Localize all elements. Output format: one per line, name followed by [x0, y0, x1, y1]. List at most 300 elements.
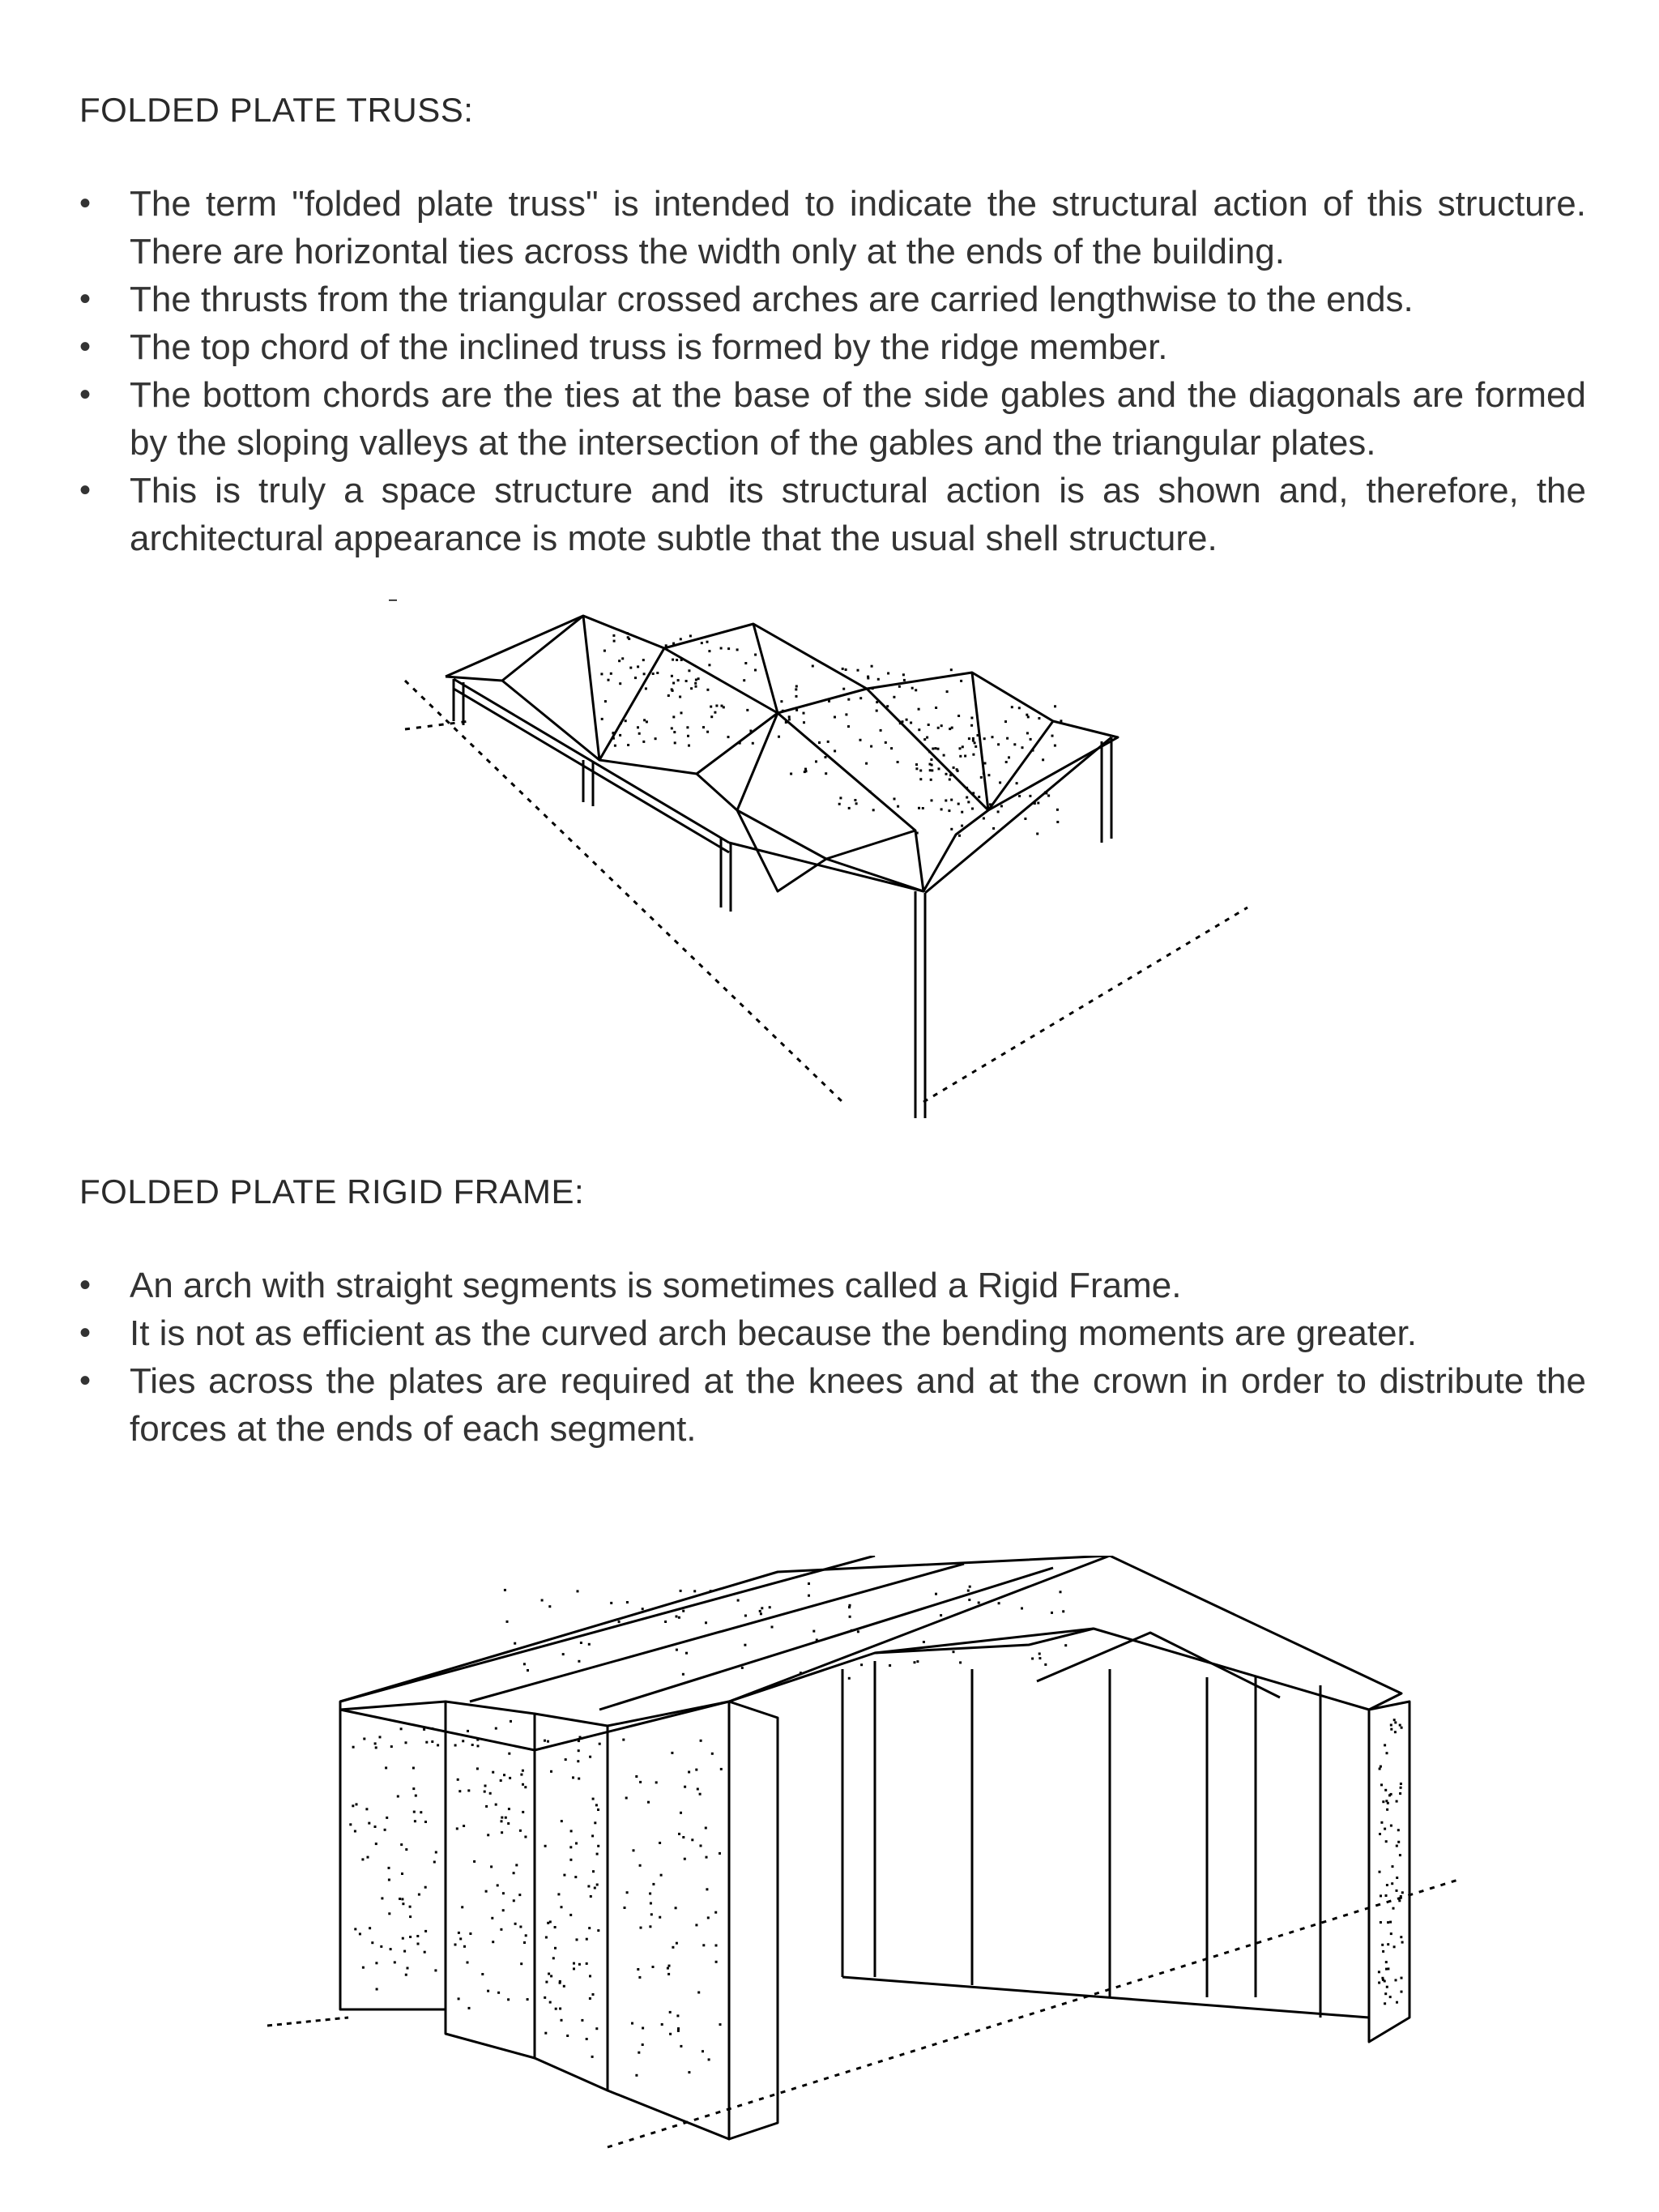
stipple-dot: [788, 718, 791, 720]
stipple-dot: [959, 747, 962, 749]
stipple-dot: [855, 802, 858, 805]
stipple-dot: [574, 1876, 577, 1878]
stipple-dot: [407, 1967, 409, 1970]
stipple-dot: [1056, 821, 1059, 823]
stipple-dot: [592, 1993, 595, 1996]
stipple-dot: [968, 1599, 970, 1601]
stipple-dot: [655, 1781, 658, 1783]
stipple-dot: [1399, 1854, 1401, 1856]
stipple-dot: [1387, 1943, 1389, 1945]
stipple-dot: [1386, 1752, 1388, 1754]
stipple-dot: [886, 705, 889, 707]
stipple-dot: [1037, 802, 1039, 805]
stipple-dot: [559, 2008, 561, 2010]
stipple-dot: [700, 1740, 702, 1742]
stipple-dot: [524, 1786, 527, 1788]
stipple-dot: [1044, 1663, 1047, 1666]
stipple-dot: [420, 1811, 422, 1813]
stipple-dot: [708, 650, 710, 652]
stipple-dot: [1399, 1724, 1401, 1727]
stipple-dot: [367, 1856, 369, 1859]
stipple-dot: [671, 675, 673, 677]
stipple-dot: [599, 1743, 601, 1745]
stipple-dot: [603, 650, 606, 652]
stipple-dot: [876, 701, 878, 703]
stipple-dot: [818, 741, 821, 744]
stipple-dot: [842, 688, 845, 690]
stipple-dot: [720, 1768, 723, 1770]
stipple-dot: [676, 1616, 678, 1618]
stipple-dot: [902, 673, 905, 676]
stipple-dot: [978, 1602, 980, 1604]
stipple-dot: [1051, 735, 1054, 737]
stipple-dot: [677, 2027, 680, 2030]
stipple-dot: [961, 811, 963, 813]
stipple-dot: [545, 1981, 548, 1984]
stipple-dot: [668, 1965, 671, 1967]
stipple-dot: [586, 1938, 588, 1941]
stipple-dot: [550, 1975, 552, 1977]
stipple-dot: [361, 1858, 364, 1860]
stipple-dot: [384, 1829, 386, 1831]
stipple-dot: [650, 1902, 652, 1905]
stipple-dot: [903, 679, 906, 681]
stipple-dot: [468, 2007, 471, 2009]
stipple-dot: [595, 1804, 598, 1806]
stipple-dot: [739, 742, 741, 745]
stipple-dot: [1005, 761, 1008, 763]
stipple-dot: [803, 712, 805, 715]
stipple-dot: [659, 1842, 661, 1844]
stipple-dot: [481, 1973, 484, 1975]
stipple-dot: [859, 739, 862, 741]
stipple-dot: [926, 737, 928, 739]
list-item: • This is truly a space structure and its structural action is as shown and, therefore, the architectural appearance is mote subtle that the usual shell structure.: [79, 467, 1586, 562]
stipple-dot: [1386, 1986, 1388, 1988]
stipple-dot: [375, 1746, 377, 1749]
stipple-dot: [476, 1767, 479, 1770]
stipple-dot: [621, 657, 624, 660]
stipple-dot: [522, 1811, 524, 1813]
stipple-dot: [687, 735, 689, 737]
stipple-dot: [992, 736, 994, 738]
stipple-dot: [695, 1924, 697, 1926]
stipple-dot: [569, 1859, 572, 1861]
stipple-dot: [675, 1907, 677, 1909]
stipple-dot: [984, 762, 987, 765]
stipple-dot: [1400, 1787, 1402, 1789]
stipple-dot: [371, 1941, 373, 1944]
stipple-dot: [839, 796, 842, 799]
stipple-dot: [680, 1812, 682, 1814]
folded-plate-truss-illustration: [389, 600, 1280, 1126]
stipple-dot: [578, 1778, 580, 1780]
stipple-dot: [635, 1775, 638, 1778]
stipple-dot: [476, 1739, 479, 1741]
stipple-dot: [1060, 720, 1062, 722]
stipple-dot: [1038, 1653, 1041, 1655]
stipple-dot: [501, 1820, 503, 1822]
stipple-dot: [706, 689, 709, 691]
stipple-dot: [1047, 795, 1050, 797]
stipple-dot: [401, 1898, 403, 1900]
stipple-dot: [983, 818, 985, 820]
stipple-dot: [637, 1968, 639, 1971]
stipple-dot: [573, 1962, 575, 1965]
stipple-dot: [945, 773, 948, 775]
stipple-dot: [915, 767, 918, 770]
stipple-dot: [848, 807, 851, 809]
stipple-dot: [1380, 1894, 1382, 1897]
stipple-dot: [523, 1941, 526, 1944]
stipple-dot: [759, 1610, 761, 1612]
stipple-dot: [561, 2019, 563, 2022]
stipple-dot: [587, 1885, 590, 1888]
stipple-dot: [957, 803, 960, 805]
stipple-dot: [409, 1906, 412, 1908]
section1-bullet-list: [79, 180, 1586, 562]
stipple-dot: [678, 1833, 680, 1835]
stipple-dot: [590, 1895, 592, 1898]
stipple-dot: [525, 1934, 527, 1937]
stipple-dot: [685, 680, 688, 682]
stipple-dot: [710, 706, 712, 708]
stipple-dot: [1026, 732, 1029, 734]
stipple-dot: [415, 1795, 417, 1797]
stipple-dot: [867, 677, 869, 680]
stipple-dot: [661, 2023, 663, 2026]
stipple-dot: [356, 1803, 358, 1805]
stipple-dot: [699, 1793, 702, 1796]
stipple-dot: [898, 685, 901, 688]
stipple-dot: [689, 634, 692, 637]
stipple-dot: [778, 736, 780, 738]
stipple-dot: [975, 745, 977, 748]
stipple-dot: [365, 1808, 368, 1810]
stipple-dot: [998, 1602, 1000, 1604]
stipple-dot: [665, 644, 667, 647]
stipple-dot: [902, 720, 904, 723]
stipple-dot: [1384, 1980, 1386, 1983]
stipple-dot: [527, 1998, 529, 2001]
stipple-dot: [964, 755, 966, 758]
stipple-dot: [619, 734, 621, 737]
stipple-dot: [578, 1963, 581, 1966]
stipple-dot: [710, 1590, 712, 1592]
stipple-dot: [454, 1944, 457, 1946]
stipple-dot: [680, 638, 682, 640]
stipple-dot: [597, 1929, 599, 1932]
stipple-dot: [374, 1826, 377, 1828]
stipple-dot: [399, 1898, 401, 1900]
stipple-dot: [872, 687, 874, 690]
stipple-dot: [930, 758, 932, 761]
stipple-dot: [659, 1916, 661, 1919]
stipple-dot: [484, 1791, 486, 1793]
stipple-dot: [769, 1606, 771, 1608]
stipple-dot: [950, 799, 953, 801]
stipple-dot: [950, 828, 953, 831]
stipple-dot: [424, 1821, 427, 1823]
stipple-dot: [676, 1649, 678, 1651]
stipple-dot: [1042, 758, 1044, 761]
stipple-dot: [715, 705, 718, 707]
stipple-dot: [405, 1741, 407, 1744]
stipple-dot: [547, 1740, 549, 1743]
stipple-dot: [695, 1769, 697, 1771]
stipple-dot: [388, 1879, 390, 1881]
stipple-dot: [893, 798, 896, 801]
stipple-dot: [1385, 1961, 1388, 1963]
stipple-dot: [677, 679, 680, 681]
stipple-dot: [931, 769, 933, 771]
stipple-dot: [812, 665, 814, 668]
stipple-dot: [672, 1946, 674, 1949]
stipple-dot: [515, 1864, 518, 1866]
stipple-dot: [576, 1938, 578, 1941]
stipple-dot: [686, 726, 689, 728]
stipple-dot: [413, 1811, 416, 1813]
stipple-dot: [932, 748, 934, 750]
stipple-dot: [405, 1974, 407, 1976]
stipple-dot: [580, 1737, 582, 1740]
stipple-dot: [914, 1661, 916, 1663]
stipple-dot: [1400, 1936, 1402, 1938]
stipple-dot: [672, 715, 675, 718]
stipple-dot: [434, 1969, 437, 1971]
stipple-dot: [812, 1630, 815, 1633]
stipple-dot: [1054, 705, 1056, 707]
stipple-dot: [851, 1629, 853, 1632]
stipple-dot: [848, 1606, 851, 1608]
stipple-dot: [919, 770, 922, 772]
stipple-dot: [1379, 1833, 1381, 1835]
stipple-dot: [497, 1884, 499, 1886]
stipple-dot: [647, 1801, 650, 1804]
stipple-dot: [838, 803, 841, 805]
stipple-dot: [627, 744, 629, 746]
stipple-dot: [915, 763, 918, 766]
stipple-dot: [596, 1853, 599, 1855]
stipple-dot: [688, 1771, 690, 1774]
stipple-dot: [711, 1753, 714, 1755]
stipple-dot: [409, 1915, 412, 1918]
stipple-dot: [626, 1891, 629, 1894]
stipple-dot: [523, 1663, 526, 1665]
stipple-dot: [876, 710, 878, 712]
stipple-dot: [495, 1727, 497, 1730]
stipple-dot: [424, 1886, 427, 1889]
stipple-dot: [999, 781, 1001, 784]
stipple-dot: [600, 673, 603, 675]
stipple-dot: [910, 722, 912, 724]
stipple-dot: [1018, 795, 1021, 797]
stipple-dot: [501, 1831, 503, 1834]
stipple-dot: [1391, 1882, 1393, 1885]
stipple-dot: [457, 1779, 459, 1781]
stipple-dot: [375, 1962, 377, 1964]
stipple-dot: [916, 832, 919, 835]
stipple-dot: [1392, 1865, 1394, 1868]
stipple-dot: [959, 1661, 962, 1663]
stipple-dot: [570, 1830, 573, 1832]
stipple-dot: [500, 1779, 502, 1782]
stipple-dot: [1380, 1766, 1382, 1768]
stipple-dot: [760, 1612, 762, 1615]
stipple-dot: [989, 803, 992, 805]
stipple-dot: [672, 659, 674, 661]
stipple-dot: [1396, 1890, 1398, 1892]
stipple-dot: [978, 796, 980, 798]
stipple-dot: [589, 1975, 591, 1977]
stipple-dot: [695, 679, 697, 681]
stipple-dot: [997, 743, 1000, 745]
stipple-dot: [513, 1872, 515, 1874]
stipple-dot: [945, 800, 947, 802]
stipple-dot: [519, 1830, 522, 1832]
stipple-dot: [749, 730, 752, 732]
stipple-dot: [1396, 2001, 1398, 2004]
stipple-dot: [554, 1947, 557, 1949]
stipple-dot: [522, 1783, 524, 1786]
list-item: • The top chord of the inclined truss is formed by the ridge member.: [79, 323, 1586, 371]
stipple-dot: [677, 2030, 680, 2032]
stipple-dot: [507, 1998, 510, 2001]
stipple-dot: [1031, 1658, 1034, 1660]
stipple-dot: [1400, 1895, 1402, 1898]
stipple-dot: [596, 1884, 599, 1886]
stipple-dot: [1398, 1899, 1401, 1902]
stipple-dot: [849, 1616, 851, 1618]
stipple-dot: [1062, 1610, 1064, 1612]
stipple-dot: [940, 724, 943, 727]
stipple-dot: [737, 1599, 740, 1602]
list-item: • It is not as efficient as the curved arch because the bending moments are greater.: [79, 1309, 1586, 1357]
stipple-dot: [714, 1911, 717, 1914]
stipple-dot: [520, 1962, 522, 1965]
stipple-dot: [957, 715, 960, 717]
stipple-dot: [416, 1935, 419, 1937]
stipple-dot: [588, 1643, 591, 1646]
stipple-dot: [1393, 1945, 1396, 1948]
stipple-dot: [691, 1838, 693, 1841]
stipple-dot: [671, 727, 673, 729]
list-item: • Ties across the plates are required at the knees and at the crown in order to distribute the forces at the ends of each segment.: [79, 1357, 1586, 1453]
stipple-dot: [715, 1945, 718, 1947]
stipple-dot: [643, 673, 646, 675]
stipple-dot: [705, 1621, 707, 1624]
stipple-dot: [563, 1874, 565, 1877]
stipple-dot: [943, 754, 945, 757]
stipple-dot: [923, 738, 926, 741]
stipple-dot: [513, 1899, 515, 1902]
stipple-dot: [962, 745, 964, 748]
stipple-dot: [591, 1834, 594, 1837]
stipple-dot: [435, 1851, 437, 1854]
stipple-dot: [682, 1673, 684, 1676]
stipple-dot: [1030, 738, 1032, 741]
stipple-dot: [697, 677, 700, 680]
stipple-dot: [992, 827, 995, 830]
stipple-dot: [471, 1744, 474, 1746]
stipple-dot: [381, 1897, 383, 1899]
stipple-dot: [1060, 1591, 1062, 1593]
stipple-dot: [795, 695, 798, 698]
stipple-dot: [637, 726, 639, 728]
stipple-dot: [918, 807, 920, 809]
stipple-dot: [463, 1945, 466, 1948]
stipple-dot: [970, 717, 973, 720]
stipple-dot: [412, 1787, 415, 1790]
stipple-dot: [612, 732, 614, 734]
stipple-dot: [1038, 1657, 1041, 1659]
stipple-dot: [706, 731, 709, 733]
stipple-dot: [412, 1767, 415, 1770]
stipple-dot: [937, 727, 940, 729]
stipple-dot: [1393, 1719, 1396, 1721]
stipple-dot: [581, 2019, 583, 2022]
stipple-dot: [578, 1740, 580, 1742]
stipple-dot: [614, 745, 616, 747]
stipple-dot: [1378, 1971, 1380, 1973]
stipple-dot: [484, 1785, 487, 1787]
stipple-dot: [842, 668, 844, 670]
stipple-dot: [967, 1590, 970, 1592]
stipple-dot: [1400, 1783, 1402, 1785]
stipple-dot: [859, 697, 862, 699]
stipple-dot: [969, 1586, 971, 1588]
stipple-dot: [782, 710, 784, 712]
stipple-dot: [459, 1937, 462, 1940]
stipple-dot: [578, 1660, 580, 1663]
stipple-dot: [1026, 714, 1028, 716]
stipple-dot: [580, 1642, 582, 1644]
stipple-dot: [682, 1836, 684, 1838]
stipple-dot: [808, 1582, 810, 1585]
stipple-dot: [642, 1608, 644, 1610]
stipple-dot: [669, 2011, 672, 2013]
stipple-dot: [633, 1849, 635, 1851]
stipple-dot: [618, 660, 621, 662]
stipple-dot: [501, 1817, 503, 1819]
stipple-dot: [586, 2038, 588, 2040]
stipple-dot: [524, 1836, 527, 1838]
stipple-dot: [400, 1727, 403, 1730]
stipple-dot: [956, 768, 958, 771]
stipple-dot: [845, 668, 847, 671]
stipple-dot: [958, 835, 961, 837]
stipple-dot: [736, 648, 739, 651]
stipple-dot: [684, 1858, 686, 1860]
stipple-dot: [1386, 1884, 1388, 1886]
stipple-dot: [848, 1677, 851, 1680]
stipple-dot: [834, 749, 836, 752]
stipple-dot: [642, 741, 645, 743]
stipple-dot: [805, 770, 808, 772]
stipple-dot: [622, 1739, 625, 1741]
stipple-dot: [627, 636, 629, 638]
stipple-dot: [390, 1745, 393, 1748]
stipple-dot: [754, 654, 757, 656]
stipple-dot: [860, 1663, 863, 1666]
stipple-dot: [1380, 1783, 1383, 1786]
stipple-dot: [1027, 715, 1030, 718]
stipple-dot: [1396, 1845, 1398, 1847]
stipple-dot: [845, 713, 847, 715]
stipple-dot: [1380, 1821, 1383, 1824]
stipple-dot: [702, 726, 705, 728]
list-item: • The term "folded plate truss" is intended to indicate the structural action of this structure. There are horizontal ties across the width only at the ends of the building.: [79, 180, 1586, 275]
